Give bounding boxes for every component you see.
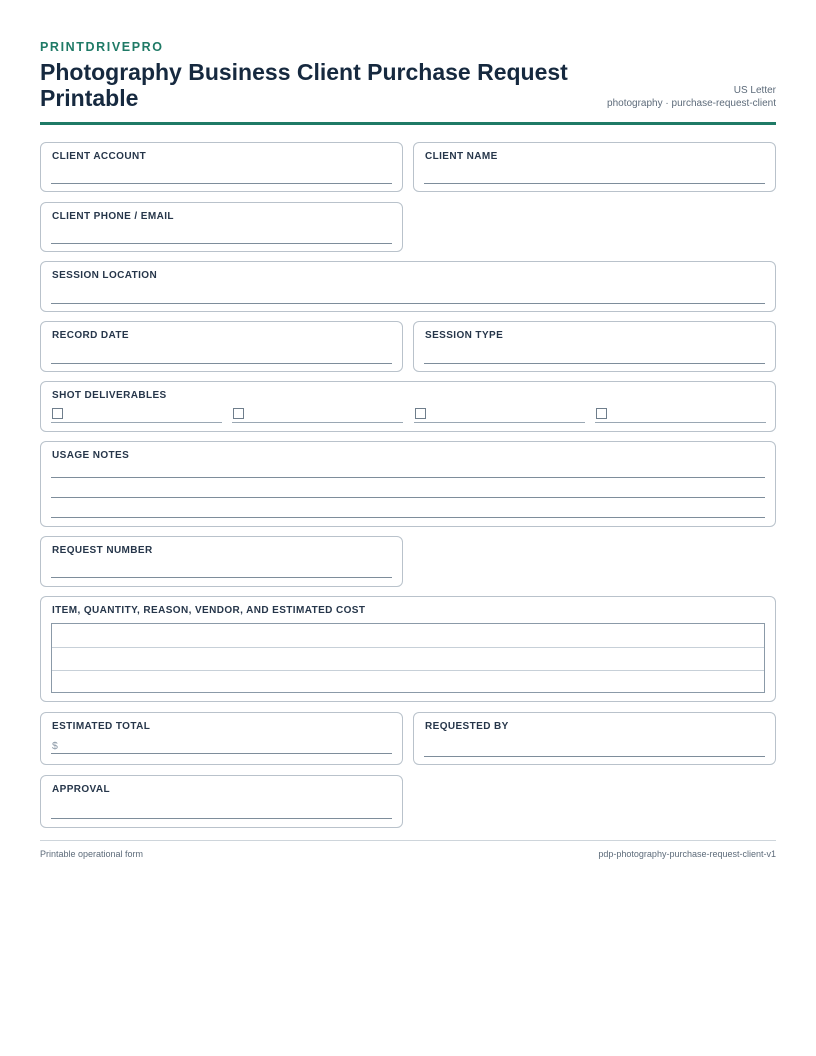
cost-table-label: ITEM, QUANTITY, REASON, VENDOR, AND ESTIMATED COST bbox=[52, 605, 366, 616]
deliverable-checkbox[interactable] bbox=[596, 408, 607, 419]
table-row-divider bbox=[52, 647, 764, 648]
footer-description: Printable operational form bbox=[40, 849, 144, 859]
request-number-label: REQUEST NUMBER bbox=[52, 545, 153, 556]
deliverable-input-line[interactable] bbox=[232, 422, 403, 423]
session-type-input-line[interactable] bbox=[424, 363, 765, 364]
client-account-input-line[interactable] bbox=[51, 183, 392, 184]
approval-field[interactable] bbox=[40, 775, 403, 828]
shot-deliverables-label: SHOT DELIVERABLES bbox=[52, 390, 167, 401]
requested-by-field[interactable] bbox=[413, 712, 776, 765]
usage-notes-field[interactable] bbox=[40, 441, 776, 527]
usage-notes-line[interactable] bbox=[51, 477, 765, 478]
approval-input-line[interactable] bbox=[51, 818, 392, 819]
client-name-field[interactable] bbox=[413, 142, 776, 192]
request-number-input-line[interactable] bbox=[51, 577, 392, 578]
cost-table[interactable] bbox=[51, 623, 765, 693]
document-tags: photography · purchase-request-client bbox=[607, 98, 776, 109]
client-name-input-line[interactable] bbox=[424, 183, 765, 184]
session-location-field[interactable] bbox=[40, 261, 776, 312]
estimated-total-input-line[interactable] bbox=[51, 753, 392, 754]
record-date-label: RECORD DATE bbox=[52, 330, 129, 341]
requested-by-input-line[interactable] bbox=[424, 756, 765, 757]
client-account-label: CLIENT ACCOUNT bbox=[52, 151, 147, 162]
deliverable-input-line[interactable] bbox=[595, 422, 766, 423]
estimated-total-field[interactable] bbox=[40, 712, 403, 765]
session-location-input-line[interactable] bbox=[51, 303, 765, 304]
session-location-label: SESSION LOCATION bbox=[52, 270, 158, 281]
usage-notes-label: USAGE NOTES bbox=[52, 450, 130, 461]
estimated-total-label: ESTIMATED TOTAL bbox=[52, 721, 151, 732]
page-title: Photography Business Client Purchase Request Printable bbox=[40, 59, 568, 111]
deliverable-checkbox[interactable] bbox=[233, 408, 244, 419]
header-divider bbox=[40, 122, 776, 125]
deliverable-input-line[interactable] bbox=[51, 422, 222, 423]
cost-table-field bbox=[40, 596, 776, 702]
shot-deliverables-field bbox=[40, 381, 776, 432]
client-account-field[interactable] bbox=[40, 142, 403, 192]
deliverable-checkbox[interactable] bbox=[52, 408, 63, 419]
approval-label: APPROVAL bbox=[52, 784, 111, 795]
paper-size: US Letter bbox=[733, 85, 776, 96]
client-contact-label: CLIENT PHONE / EMAIL bbox=[52, 211, 174, 222]
document-meta bbox=[607, 84, 776, 110]
record-date-input-line[interactable] bbox=[51, 363, 392, 364]
client-contact-field[interactable] bbox=[40, 202, 403, 252]
record-date-field[interactable] bbox=[40, 321, 403, 372]
usage-notes-line[interactable] bbox=[51, 497, 765, 498]
deliverable-checkbox[interactable] bbox=[415, 408, 426, 419]
brand-logo-text: PRINTDRIVEPRO bbox=[40, 40, 164, 54]
session-type-label: SESSION TYPE bbox=[425, 330, 504, 341]
client-contact-input-line[interactable] bbox=[51, 243, 392, 244]
usage-notes-line[interactable] bbox=[51, 517, 765, 518]
footer-form-id: pdp-photography-purchase-request-client-v1 bbox=[598, 849, 776, 859]
client-name-label: CLIENT NAME bbox=[425, 151, 498, 162]
footer-divider bbox=[40, 840, 776, 841]
currency-symbol: $ bbox=[52, 740, 58, 752]
requested-by-label: REQUESTED BY bbox=[425, 721, 509, 732]
deliverable-input-line[interactable] bbox=[414, 422, 585, 423]
table-row-divider bbox=[52, 670, 764, 671]
session-type-field[interactable] bbox=[413, 321, 776, 372]
request-number-field[interactable] bbox=[40, 536, 403, 587]
